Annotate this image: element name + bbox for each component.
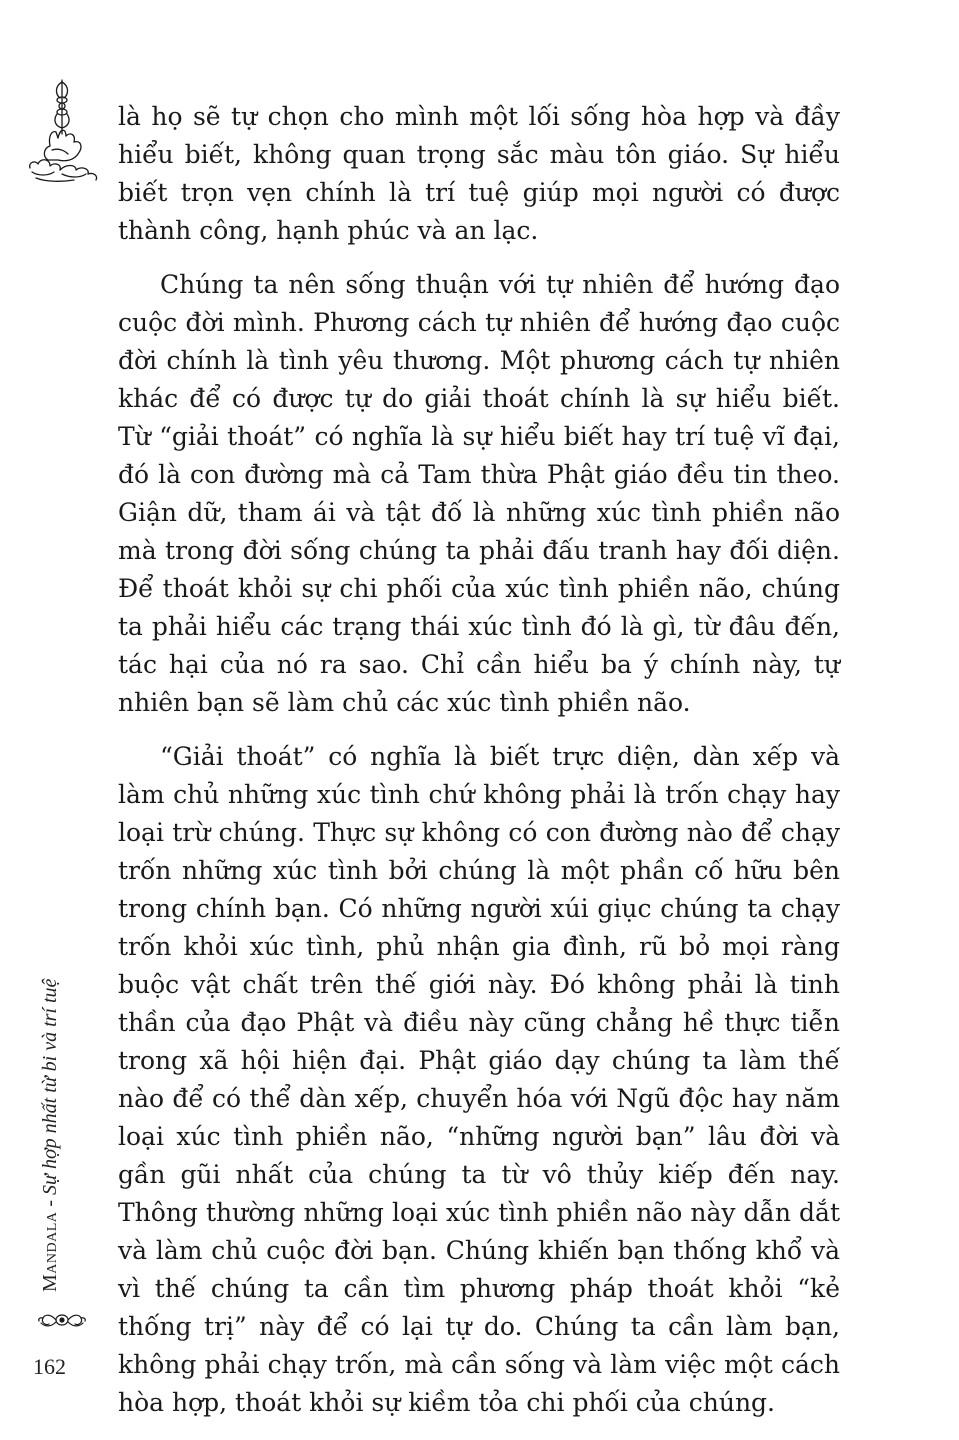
paragraph: “Giải thoát” có nghĩa là biết trực diện, dàn xếp và làm chủ những xúc tình chứ không phải là trốn chạy hay loại trừ chúng. Thực sự không có con đường nào để chạy trốn những xúc tình bởi chúng là một phần cố hữu bên trong chính bạn. Có những người xúi giục chúng ta chạy trốn khỏi xúc tình, phủ nhận gia đình, rũ bỏ mọi ràng buộc vật chất trên thế giới này. Đó không phải là tinh thần của đạo Phật và điều này cũng chẳng hề thực tiễn trong xã hội hiện đại. Phật giáo dạy chúng ta làm thế nào để có thể dàn xếp, chuyển hóa với Ngũ độc hay năm loại xúc tình phiền não, “những người bạn” lâu đời và gần gũi nhất của chúng ta từ vô thủy kiếp đến nay. Thông thường những loại xúc tình phiền não này dẫn dắt và làm chủ cuộc đời bạn. Chúng khiến bạn thống khổ và vì thế chúng ta cần tìm phương pháp thoát khỏi “kẻ thống trị” này để có lại tự do. Chúng ta cần làm bạn, không phải chạy trốn, mà cần sống và làm việc một cách hòa hợp, thoát khỏi sự kiềm tỏa chi phối của chúng. bbox=[118, 742, 840, 1417]
title-separator: - bbox=[39, 1194, 61, 1212]
vajra-hand-icon bbox=[22, 76, 102, 184]
paragraph: là họ sẽ tự chọn cho mình một lối sống hòa hợp và đầy hiểu biết, không quan trọng sắc màu tôn giáo. Sự hiểu biết trọn vẹn chính là trí tuệ giúp mọi người có được thành công, hạnh phúc và an lạc. bbox=[118, 102, 840, 245]
body-text bbox=[118, 98, 840, 1422]
book-title: Mandala bbox=[39, 1211, 61, 1292]
page-number: 162 bbox=[33, 1354, 66, 1379]
paragraph: Chúng ta nên sống thuận với tự nhiên để hướng đạo cuộc đời mình. Phương cách tự nhiên để hướng đạo cuộc đời chính là tình yêu thương. Một phương cách tự nhiên khác để có được tự do giải thoát chính là sự hiểu biết. Từ “giải thoát” có nghĩa là sự hiểu biết hay trí tuệ vĩ đại, đó là con đường mà cả Tam thừa Phật giáo đều tin theo. Giận dữ, tham ái và tật đố là những xúc tình phiền não mà trong đời sống chúng ta phải đấu tranh hay đối diện. Để thoát khỏi sự chi phối của xúc tình phiền não, chúng ta phải hiểu các trạng thái xúc tình đó là gì, từ đâu đến, tác hại của nó ra sao. Chỉ cần hiểu ba ý chính này, tự nhiên bạn sẽ làm chủ các xúc tình phiền não. bbox=[118, 270, 840, 717]
decorative-flourish-icon bbox=[37, 1309, 87, 1331]
book-subtitle: Sự hợp nhất từ bi và trí tuệ bbox=[39, 978, 61, 1195]
running-title bbox=[39, 979, 62, 1292]
